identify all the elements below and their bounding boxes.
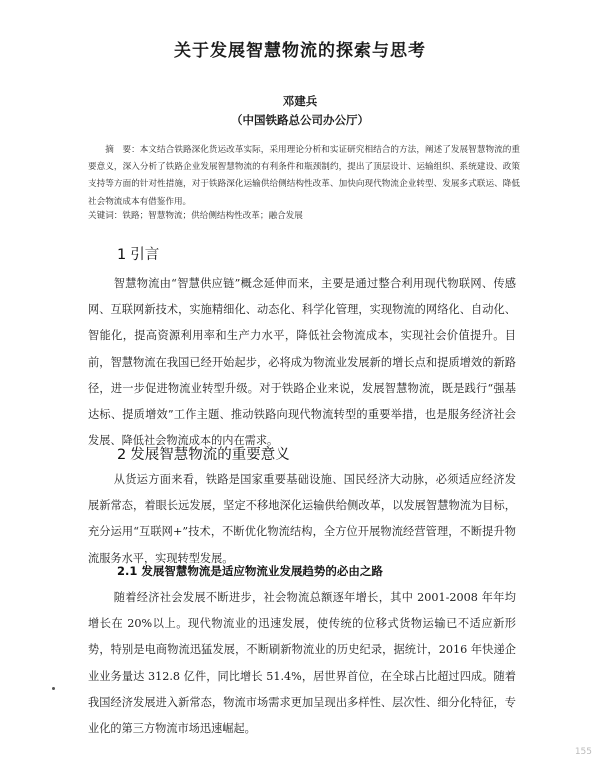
section-heading-1	[117, 243, 159, 264]
abstract: 摘 要：本文结合铁路深化货运改革实际，采用理论分析和实证研究相结合的方法，阐述了发展智慧物流的重要意义，深入分析了铁路企业发展智慧物流的有利条件和瓶颈制约，提出了顶层设计、运输组织、系统建设、政策支持等方面的针对性措施，对于铁路深化运输供给侧结构性改革、加快向现代物流企业转型、发展多式联运、降低社会物流成本有借鉴作用。	[88, 145, 520, 207]
section-heading-2	[117, 443, 290, 464]
author-name: 邓建兵	[282, 94, 318, 108]
paper-title: 关于发展智慧物流的探索与思考	[174, 41, 426, 61]
section-title: 发展智慧物流的重要意义	[130, 447, 290, 463]
scan-speck	[52, 687, 55, 690]
section-number: 2	[117, 447, 127, 463]
subsection-title: 发展智慧物流是适应物流业发展趋势的必由之路	[141, 564, 383, 578]
section-1-paragraph: 智慧物流由“智慧供应链”概念延伸而来，主要是通过整合利用现代物联网、传感网、互联网新技术，实施精细化、动态化、科学化管理，实现物流的网络化、自动化、智能化，提高资源利用率和生产力水平，降低社会物流成本，实现社会价值提升。目前，智慧物流在我国已经开始起步，必将成为物流业发展新的增长点和提质增效的新路径，进一步促进物流业转型升级。对于铁路企业来说，发展智慧物流，既是践行“强基达标、提质增效”工作主题、推动铁路向现代物流转型的重要举措，也是服务经济社会发展、降低社会物流成本的内在需求。	[88, 277, 516, 448]
section-number: 1	[117, 247, 127, 263]
keywords: 关键词：铁路；智慧物流；供给侧结构性改革；融合发展	[88, 211, 303, 221]
section-title: 引言	[130, 247, 160, 263]
subsection-heading	[117, 563, 383, 579]
section-2-paragraph: 从货运方面来看，铁路是国家重要基础设施、国民经济大动脉，必须适应经济发展新常态，着眼长远发展，坚定不移地深化运输供给侧改革，以发展智慧物流为目标，充分运用“互联网+”技术，不断优化物流结构，全方位开展物流经营管理，不断提升物流服务水平，实现转型发展。	[88, 473, 516, 565]
author-affiliation: （中国铁路总公司办公厅）	[231, 113, 369, 127]
subsection-number: 2.1	[117, 564, 138, 578]
subsection-paragraph: 随着经济社会发展不断进步，社会物流总额逐年增长，其中 2001-2008 年年均增长在 20%以上。现代物流业的迅速发展，使传统的位移式货物运输已不适应新形势，特别是电商物流迅猛发展，不断刷新物流业的历史纪录，据统计，2016 年快递企业业务量达 312.8 亿件，同比增长 51.4%，居世界首位，在全球占比超过四成。随着我国经济发展进入新常态，物流市场需求更加呈现出多样性、层次性、细分化特征，专业化的第三方物流市场迅速崛起。	[88, 591, 516, 736]
page-number: 155	[574, 747, 592, 757]
